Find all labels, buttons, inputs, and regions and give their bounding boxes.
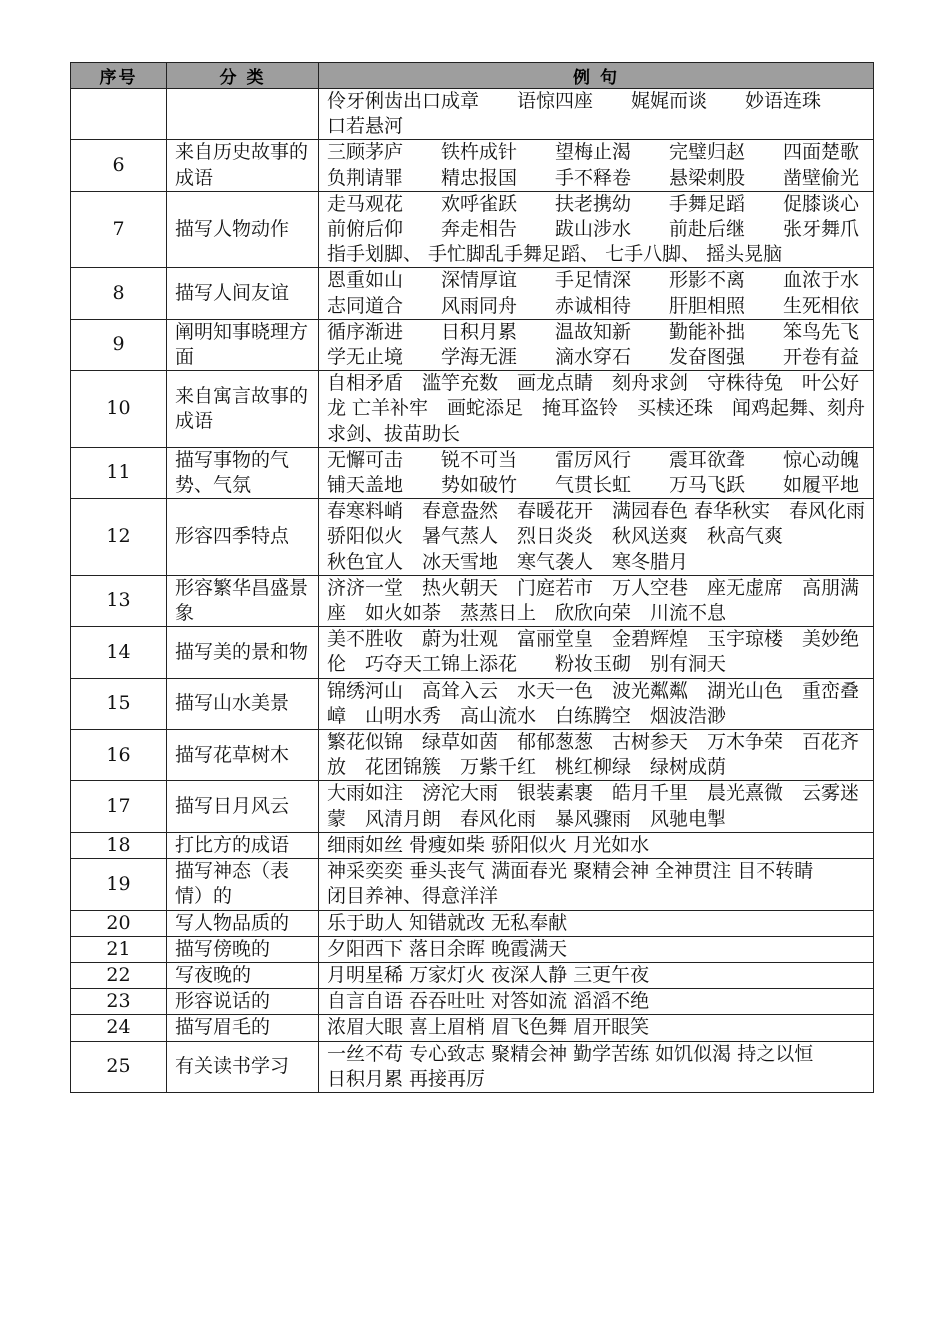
row-examples (319, 89, 874, 140)
row-category: 描写花草树木 (167, 730, 319, 781)
table-row (71, 371, 874, 448)
example-line: 神采奕奕 垂头丧气 满面春光 聚精会神 全神贯注 目不转睛 (327, 860, 814, 883)
table-row (71, 499, 874, 576)
example-line: 乐于助人 知错就改 无私奉献 (327, 911, 568, 934)
row-number: 18 (71, 832, 167, 858)
table-row (71, 910, 874, 936)
row-examples (319, 989, 874, 1015)
row-number: 9 (71, 319, 167, 370)
table-row (71, 1041, 874, 1092)
idiom-table (70, 62, 874, 1093)
example-line: 一丝不苟 专心致志 聚精会神 勤学苦练 如饥似渴 持之以恒 (327, 1042, 814, 1065)
row-category: 描写眉毛的 (167, 1015, 319, 1041)
table-row (71, 730, 874, 781)
row-category: 描写人间友谊 (167, 268, 319, 319)
row-examples (319, 1041, 874, 1092)
row-number: 20 (71, 910, 167, 936)
row-examples (319, 447, 874, 498)
table-row (71, 447, 874, 498)
row-category (167, 89, 319, 140)
table-row (71, 989, 874, 1015)
row-number: 25 (71, 1041, 167, 1092)
row-examples (319, 730, 874, 781)
table-row (71, 962, 874, 988)
row-category: 来自寓言故事的成语 (167, 371, 319, 448)
example-line: 大雨如注 滂沱大雨 银装素裹 皓月千里 晨光熹微 云雾迷蒙 风清月朗 春风化雨 暴风骤雨 风驰电掣 (327, 782, 860, 830)
example-line: 自言自语 吞吞吐吐 对答如流 滔滔不绝 (327, 990, 650, 1013)
row-category: 来自历史故事的成语 (167, 140, 319, 191)
table-row (71, 89, 874, 140)
row-examples (319, 936, 874, 962)
row-examples (319, 781, 874, 832)
example-line: 闭目养神、得意洋洋 (327, 885, 499, 908)
table-header (71, 63, 874, 89)
row-examples (319, 191, 874, 268)
row-examples (319, 962, 874, 988)
row-examples (319, 832, 874, 858)
row-category: 打比方的成语 (167, 832, 319, 858)
example-line: 循序渐进 日积月累 温故知新 勤能补拙 笨鸟先飞学无止境 学海无涯 滴水穿石 发奋图强 开卷有益 (327, 320, 860, 369)
row-examples (319, 678, 874, 729)
row-number: 16 (71, 730, 167, 781)
row-examples (319, 859, 874, 910)
row-number: 22 (71, 962, 167, 988)
table-body (71, 89, 874, 1093)
table-row (71, 319, 874, 370)
example-line: 细雨如丝 骨瘦如柴 骄阳似火 月光如水 (327, 833, 650, 856)
row-examples (319, 371, 874, 448)
row-category: 写夜晚的 (167, 962, 319, 988)
row-category: 描写事物的气势、气氛 (167, 447, 319, 498)
row-examples (319, 910, 874, 936)
example-line: 美不胜收 蔚为壮观 富丽堂皇 金碧辉煌 玉宇琼楼 美妙绝伦 巧夺天工锦上添花 粉妆玉砌 别有洞天 (327, 628, 860, 676)
row-number: 17 (71, 781, 167, 832)
example-line: 无懈可击 锐不可当 雷厉风行 震耳欲聋 惊心动魄铺天盖地 势如破竹 气贯长虹 万马飞跃 如履平地 (327, 448, 860, 497)
example-line: 走马观花 欢呼雀跃 扶老携幼 手舞足蹈 促膝谈心前俯后仰 奔走相告 跋山涉水 前赴后继 张牙舞爪 指手划脚、 手忙脚乱手舞足蹈、 七手八脚、 摇头晃脑 (327, 192, 866, 266)
row-number: 21 (71, 936, 167, 962)
row-number: 10 (71, 371, 167, 448)
example-line: 恩重如山 深情厚谊 手足情深 形影不离 血浓于水志同道合 风雨同舟 赤诚相待 肝胆相照 生死相依 (327, 269, 860, 317)
row-number: 24 (71, 1015, 167, 1041)
row-number: 23 (71, 989, 167, 1015)
row-category: 描写傍晚的 (167, 936, 319, 962)
row-category: 形容说话的 (167, 989, 319, 1015)
row-number: 11 (71, 447, 167, 498)
row-examples (319, 268, 874, 319)
header-number: 序号 (71, 63, 167, 89)
row-category: 形容繁华昌盛景象 (167, 575, 319, 626)
example-line: 秋色宜人 冰天雪地 寒气袭人 寒冬腊月 (327, 550, 689, 573)
table-row (71, 627, 874, 678)
row-number: 13 (71, 575, 167, 626)
row-category: 描写山水美景 (167, 678, 319, 729)
example-line: 夕阳西下 落日余晖 晚霞满天 (327, 937, 568, 960)
row-category: 描写神态（表情）的 (167, 859, 319, 910)
header-examples: 例 句 (319, 63, 874, 89)
table-row (71, 140, 874, 191)
table-row (71, 191, 874, 268)
example-line: 济济一堂 热火朝天 门庭若市 万人空巷 座无虚席 高朋满座 如火如荼 蒸蒸日上 欣欣向荣 川流不息 (327, 576, 860, 625)
example-line: 月明星稀 万家灯火 夜深人静 三更午夜 (327, 963, 650, 986)
example-line: 繁花似锦 绿草如茵 郁郁葱葱 古树参天 万木争荣 百花齐放 花团锦簇 万紫千红 桃红柳绿 绿树成荫 (327, 731, 860, 779)
row-category: 描写人物动作 (167, 191, 319, 268)
row-number: 7 (71, 191, 167, 268)
row-number: 6 (71, 140, 167, 191)
row-number: 14 (71, 627, 167, 678)
row-examples (319, 319, 874, 370)
example-line: 锦绣河山 高耸入云 水天一色 波光粼粼 湖光山色 重峦叠嶂 山明水秀 高山流水 白练腾空 烟波浩渺 (327, 679, 860, 727)
row-examples (319, 1015, 874, 1041)
row-examples (319, 140, 874, 191)
table-row (71, 575, 874, 626)
table-row (71, 832, 874, 858)
table-row (71, 781, 874, 832)
row-examples (319, 499, 874, 576)
row-number: 8 (71, 268, 167, 319)
row-category: 阐明知事晓理方面 (167, 319, 319, 370)
header-row (71, 63, 874, 89)
table-row (71, 1015, 874, 1041)
row-number: 15 (71, 678, 167, 729)
table-row (71, 936, 874, 962)
row-category: 描写美的景和物 (167, 627, 319, 678)
example-line: 三顾茅庐 铁杵成针 望梅止渴 完璧归赵 四面楚歌负荆请罪 精忠报国 手不释卷 悬梁刺股 凿壁偷光 (327, 141, 860, 189)
row-category: 有关读书学习 (167, 1041, 319, 1092)
example-line: 春寒料峭 春意盎然 春暖花开 满园春色 春华秋实 春风化雨骄阳似火 暑气蒸人 烈日炎炎 秋风送爽 秋高气爽 (327, 500, 866, 548)
row-number: 19 (71, 859, 167, 910)
table-row (71, 268, 874, 319)
example-line: 浓眉大眼 喜上眉梢 眉飞色舞 眉开眼笑 (327, 1016, 650, 1039)
table-row (71, 678, 874, 729)
example-line: 自相矛盾 滥竽充数 画龙点睛 刻舟求剑 守株待兔 叶公好龙 亡羊补牢 画蛇添足 掩耳盗铃 买椟还珠 闻鸡起舞、刻舟求剑、拔苗助长 (327, 372, 866, 445)
row-category: 描写日月风云 (167, 781, 319, 832)
example-line: 伶牙俐齿出口成章 语惊四座 娓娓而谈 妙语连珠 口若悬河 (327, 90, 860, 138)
row-category: 形容四季特点 (167, 499, 319, 576)
row-category: 写人物品质的 (167, 910, 319, 936)
table-row (71, 859, 874, 910)
row-examples (319, 575, 874, 626)
row-number: 12 (71, 499, 167, 576)
row-number (71, 89, 167, 140)
example-line: 日积月累 再接再厉 (327, 1067, 486, 1090)
row-examples (319, 627, 874, 678)
header-category: 分 类 (167, 63, 319, 89)
